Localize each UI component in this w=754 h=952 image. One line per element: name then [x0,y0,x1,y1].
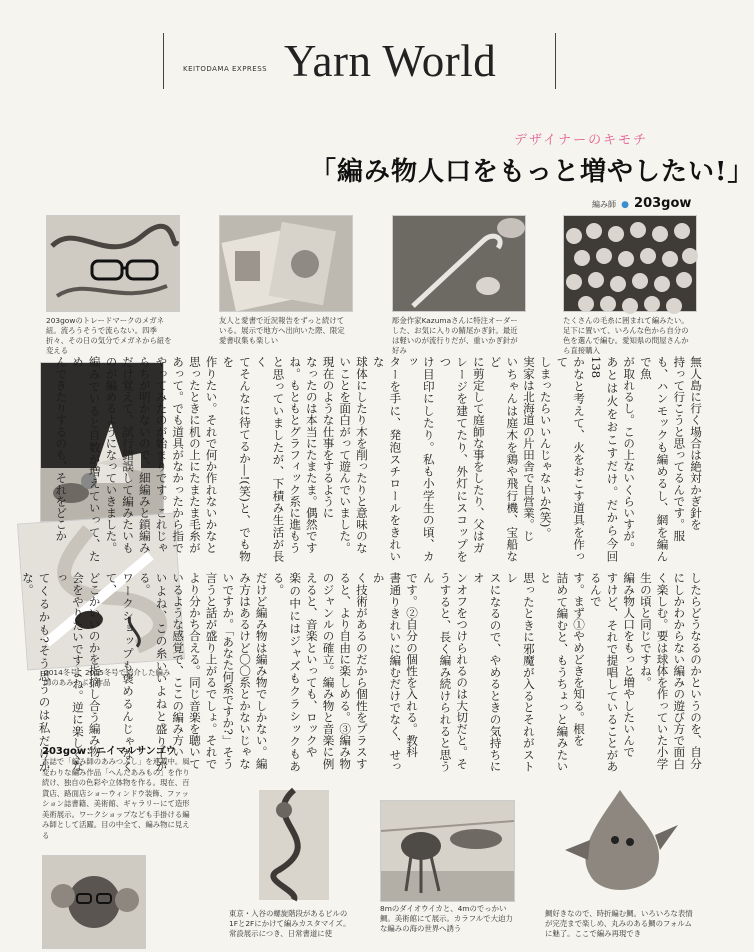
giant-squid-illustration [381,801,514,901]
photo-giant-squid [380,800,515,902]
photo-spiral-stair [239,780,351,905]
photo-yarn-balls [563,215,697,312]
profile-name: 203gow：ニイマルサンゴウ [42,746,176,757]
caption-letters: 友人と愛書で近況報告をずっと続けている。展示で地方へ出向いた際、限定愛書収集も楽しい [219,316,345,345]
glasses-illustration [47,216,179,311]
byline [592,192,691,211]
magazine-kicker: KEITODAMA EXPRESS [183,65,268,73]
article-headline: 「編み物人口をもっと増やしたい!」 [310,157,754,187]
article-body-upper [54,356,704,562]
letters-illustration [220,216,352,311]
photo-profile-portrait [42,855,146,949]
photo-letters [219,215,353,312]
caption-spiral-stair: 東京・入谷の螺旋階段があるビルの1Fと2Fにかけて編みカスタマイズ。常設展示につき、日常書道に使 [229,909,351,938]
byline-dot-icon: ● [621,200,629,210]
portrait-illustration [43,856,145,948]
author-name: 203gow [634,196,692,211]
spiral-stair-illustration [239,780,351,905]
byline-role: 編み師 [592,200,616,209]
photo-knitted-fish [560,780,680,905]
caption-crochet-hook: 彫金作家Kazumaさんに特注オーダーした、お気に入りの鯖尾かぎ針。最近は軽いのが流行りだが、重いかぎ針が好み [392,316,518,355]
knitted-fish-illustration [560,780,680,905]
body-upper-text: 無人島に行く場合は絶対かぎ針を 持って行こうと思ってるんです。服 も、ハンモックも編めるし、網を編んで魚 が取れるし。この上ないくらいすが。 あとは火をおこすだけ。だから今回138 かなと考えて、火をおこす道具を作って しまったらいいんじゃないか(笑)。 実家は北海道の片田舎で自営業。じ いちゃんは庭木を鶏や飛行機、宝船など に剪定して庭師な事をしたり、父はガ レージを建てたり、外灯にスコップをつ け目印にしたり。私も小学生の頃、カッ ターを手に、発泡スチロールをきれいな 球体にしたり木を削ったりと意味のな いことを面白がって遊んでいました。 現在のような仕事をするように なったのは本当にたまたま。偶然です ね。もともとグラフィック系に進もう と思っていましたが、下積み生活が長く てそんなに待てるか―!(笑)と、でも物を 作りたい。それで何か作れないかなと 思ったときに机の上にたまたま毛糸が あって。でも道具がなかったから指で やってみたのが始まりです。これじゃ らちが明かないので、細編みと鎖編み だけ覚えて、試行錯誤して編みたいも のが編めるようになっていきました。 編みでいると自数が増えていって、ため んできたりするのも、それをどこか [54,356,703,562]
yarn-balls-illustration [564,216,696,311]
caption-yarn-balls: たくさんの毛糸に囲まれて編みたい。足下に置いて、いろんな色から自分の色を選んで編む。愛知県の問屋さんから直接購入 [563,316,689,355]
photo-glasses-strap [46,215,180,312]
body-lower-text: したらどうなるのかというのを、自分 にしかわからない編みの遊び方で面白 く楽しむ。要は球体を作っていた小学 生の頃と同じですね。 編み物人口をもっと増やしたいんで すけど、それで提唱していることがあるんで す。まず①やめどきを知る。根を 詰めて編むと、もうちょっと編みたいと 思ったときに邪魔が入るとそれがストレ スになるので、やめるときの気持ちにオ ンオフをつけられるのは大切だと。そ うすると、長く編み続けられると思うん です。②自分の個性を入れる。教科 書通りきれいに編むだけでなく、せっか く技術があるのだから個性をプラスす ると、より自由に楽しめる。③編み物 のジャンルの確立。編み物と音楽に例 えると、音楽といっても、ロックや 楽の中にはジャズもクラシックもある。 だけど編み物は編み物でしかない。編 み方はあるけど〇〇系とかないじゃな いですか。「あなた何系ですか?」そう 言うと話が盛り上がるでしょ。それで より分かち合える。同じ音楽を聴いて いるような感覚で、ここの編み方い いよね、この糸いいよねと盛り上がる。 ワークショップも褒めるんじゃなくて、 どこかいいのかを指摘し合う編み物 会をやりたいですよね。逆に楽しくなっ てくるかも?そう思うのは私だけかな。 [20,572,703,772]
caption-glasses: 203gowのトレードマークのメガネ紐。流ろうそうで流らない。四季折々、その日の気分でメガネから紐を変える [46,316,172,355]
page-title: Yarn World [284,36,497,86]
series-label: デザイナーのキモチ [514,133,649,148]
crochet-hook-illustration [393,216,525,311]
caption-knitted-fish: 鯛好きなので、時折編む鯛。いろいろな表情が完売まで楽しめ、丸みのある鯛のフォルムに魅了。ここで編み再現でき [545,909,693,938]
caption-hook-artwork: 2014冬号、2015冬号で紹介した編み師のあみつぶし作品 [44,668,171,687]
profile-text: 本誌で「編み師のあみつぶし」を連載中。風変わりな編み作品「へんたあみもの」を作り続け、独自の色彩や立体物を作る。現在、百貨店、路面店ショーウィンドウ装飾、ファッション誌書籍、美術館、ギャラリーにて造形美術展示。ワークショップなども手掛ける編み師として活躍。目の中全て、編み物に見える [42,757,190,840]
photo-crochet-hook [392,215,526,312]
header-rule-left [163,33,164,89]
caption-giant-squid: 8mのダイオウイカと、4mのでっかい鯛。美術館にて展示。カラフルで大迫力な編みの海の世界へ誘う [380,904,513,933]
header-rule-right [555,33,556,89]
